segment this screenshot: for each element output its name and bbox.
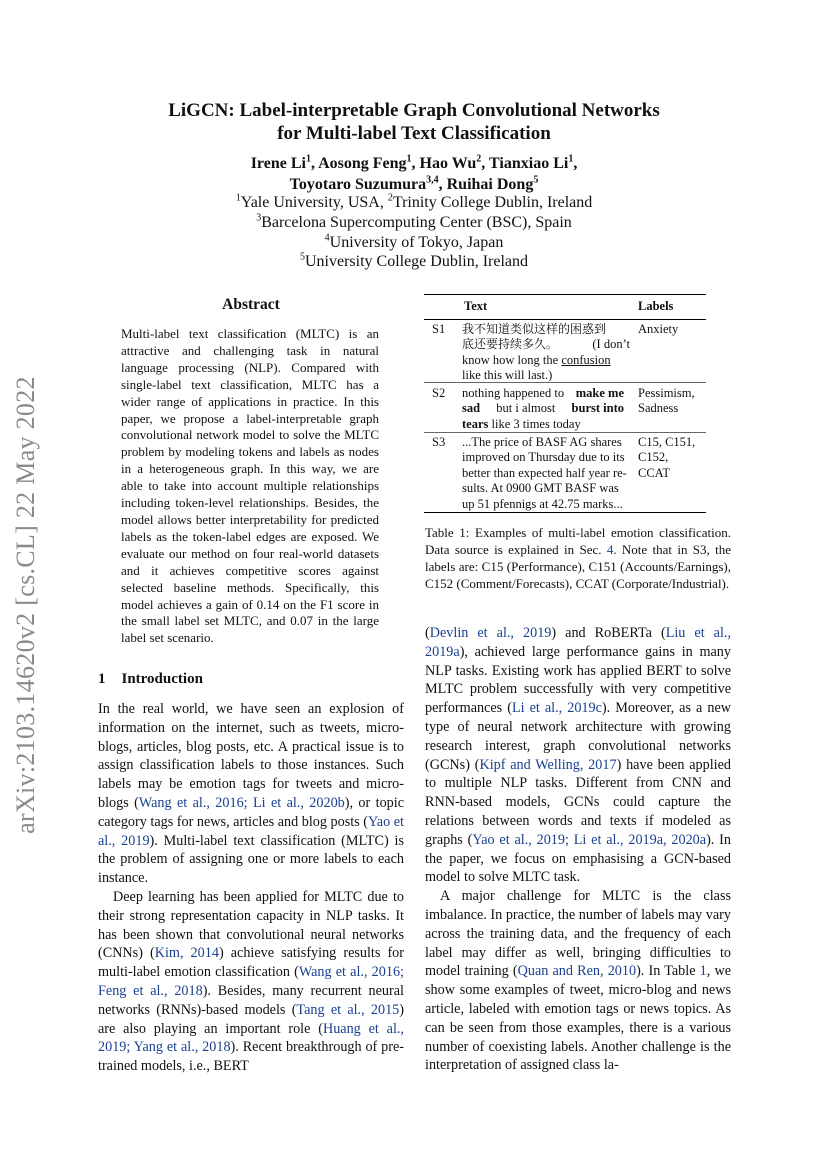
author-affil-mark: 3,4 — [426, 174, 439, 186]
affiliation-line — [0, 252, 828, 272]
text-run: ). In the paper, we focus on emphasising a GCN-based model to solve MLTC task. — [425, 831, 731, 886]
row-labels — [638, 435, 695, 481]
abstract-heading: Abstract — [222, 296, 280, 313]
text-run: 我不知道类似这样的困惑到 — [462, 322, 607, 336]
text-run: confusion — [561, 352, 611, 367]
affil-mark: 3 — [256, 212, 262, 224]
text-run: . Note that in S3, the labels are: C15 (Performance), C151 (Accounts/Earnings), C152 (Comment/Forecasts), CCAT (Corporate/Industrial). — [425, 542, 731, 591]
citation-link[interactable]: Yao et al., 2019 — [98, 813, 404, 849]
text-run: Table 1: Examples of multi-label emotion classification. Data source is explained in Sec. — [425, 525, 731, 557]
author-name: Irene Li — [250, 155, 306, 172]
row-text — [462, 322, 630, 384]
section-number: 1 — [98, 671, 106, 687]
author-line-2: Toyotaro Suzumura$^{3,4}$, Ruihai Dong$^5$ — [289, 174, 539, 193]
paper-title — [0, 99, 828, 145]
citation-link[interactable]: Wang et al., 2016; Li et al., 2020b — [138, 794, 345, 811]
table-bottom-rule — [424, 512, 706, 513]
paragraph — [98, 700, 404, 888]
author-name: Ruihai Dong — [446, 176, 534, 193]
text-line: up 51 pfennigs at 42.75 marks... — [462, 496, 623, 511]
text-run: ), achieved large performance gains in many NLP tasks. Existing work has applied BERT to solve MLTC problem successfully with very competitive performances ( — [425, 643, 731, 717]
table-ref-link[interactable]: 1 — [699, 963, 707, 980]
citation-link[interactable]: Quan and Ren, 2010 — [517, 963, 637, 980]
text-run: burst into — [571, 401, 624, 416]
author-name: Toyotaro Suzumura — [289, 176, 427, 193]
arxiv-stamp — [6, 355, 46, 855]
text-run: sad — [462, 401, 481, 416]
citation-link[interactable]: Kipf and Welling, 2017 — [479, 756, 617, 773]
text-run: ). Multi-label text classification (MLTC) is the problem of assigning one or more labels to each instance. — [98, 832, 404, 887]
row-id: S1 — [432, 322, 446, 336]
label: Sadness — [638, 401, 679, 416]
text-run: A major challenge for MLTC is the class imbalance. In practice, the number of labels may vary across the training data, and the frequency of each label may differ as well, bringing difficulties to model training ( — [425, 888, 731, 980]
table-caption — [425, 524, 731, 592]
text-run: but i almost — [496, 401, 556, 416]
label: C15, C151, — [638, 435, 696, 449]
affiliation-line — [0, 193, 828, 213]
text-line: sults. At 0900 GMT BASF was — [462, 481, 619, 496]
citation-link[interactable]: Huang et al., 2019; Yang et al., 2018 — [98, 1020, 404, 1056]
text-line — [462, 417, 624, 432]
text-line — [462, 353, 630, 368]
citation-link[interactable]: Liu et al., 2019a — [425, 625, 732, 660]
text-run: like 3 times today — [488, 416, 581, 431]
citation-link[interactable]: Li et al., 2019c — [511, 700, 602, 717]
left-column-body — [98, 700, 404, 1076]
row-labels: Anxiety — [638, 322, 679, 336]
row-text — [462, 386, 624, 432]
author-affil-mark: 1 — [305, 153, 311, 165]
text-run: ) and RoBERTa ( — [551, 625, 666, 641]
table-header-labels: Labels — [638, 299, 674, 313]
citation-link[interactable]: Wang et al., 2016; Feng et al., 2018 — [98, 964, 404, 999]
affil-mark: 1 — [235, 192, 241, 204]
author-list — [0, 153, 828, 195]
text-run: ) have been applied to multiple NLP tasks. Different from CNN and RNN-based models, GCNs could capture the relations between words and texts if modeled as graphs ( — [425, 756, 731, 848]
table-header-text: Text — [464, 299, 488, 313]
title-line-1: LiGCN: Label-interpretable Graph Convolutional Networks — [168, 100, 660, 121]
section-ref-link[interactable]: 4 — [606, 542, 614, 557]
text-run: ). In Table — [636, 963, 700, 980]
text-run: Deep learning has been applied for MLTC due to their strong representation capacity in NLP tasks. It has been shown that convolutional neural networks (CNNs) ( — [98, 888, 404, 962]
text-run: ), or topic category tags for news, articles and blog posts ( — [98, 794, 404, 830]
text-line: better than expected half year re- — [462, 465, 627, 480]
table-top-rule — [424, 294, 706, 295]
text-line — [462, 337, 630, 352]
text-run: ). Recent breakthrough of pre-trained models, i.e., BERT — [98, 1039, 404, 1075]
examples-table — [424, 294, 706, 514]
text-run: nothing happened to — [462, 386, 565, 400]
citation-link[interactable]: Kim, 2014 — [154, 945, 219, 962]
row-id: S3 — [432, 435, 446, 449]
affiliations — [0, 193, 828, 272]
affiliation-line — [0, 213, 828, 233]
text-line: ...The price of BASF AG shares — [462, 435, 622, 449]
affiliation: Yale University, USA, — [240, 194, 388, 211]
text-line: improved on Thursday due to its — [462, 450, 625, 465]
table-row-rule — [424, 382, 706, 383]
text-run: tears — [462, 416, 489, 431]
table-row-rule — [424, 432, 706, 433]
author-name: Aosong Feng — [318, 155, 407, 172]
row-labels — [638, 386, 695, 417]
section-heading — [98, 671, 203, 688]
arxiv-stamp-text: arXiv:2103.14620v2 [cs.CL] 22 May 2022 — [11, 376, 40, 834]
row-id: S2 — [432, 386, 446, 400]
text-run: ( — [425, 625, 430, 641]
author-name: Hao Wu — [419, 155, 477, 172]
text-run: like this will last.) — [462, 368, 553, 383]
author-affil-mark: 2 — [476, 153, 482, 165]
label: Pessimism, — [638, 386, 695, 400]
paragraph — [425, 887, 731, 1075]
text-run: ). Besides, many recurrent neural networks (RNNs)-based models ( — [98, 982, 404, 1018]
affil-mark: 5 — [299, 252, 305, 264]
author-line-1: Irene Li$^1$, Aosong Feng$^1$, Hao Wu$^2$, Tianxiao Li$^1$, — [250, 153, 578, 172]
text-run: , we show some examples of tweet, micro-blog and news article, labeled with emotion tags or news topics. As can be seen from those examples, there is a various number of coexisting labels. Another challenge is the interpretation of assigned class la- — [425, 963, 732, 1074]
text-line — [462, 322, 630, 337]
author-affil-mark: 5 — [533, 174, 539, 186]
row-text — [462, 435, 630, 512]
author-affil-mark: 1 — [568, 153, 574, 165]
paragraph — [98, 888, 404, 1076]
text-run: 底还要持续多久。 — [462, 337, 559, 352]
affiliation: University College Dublin, Ireland — [304, 253, 529, 271]
text-run: make me — [575, 386, 624, 400]
abstract-body: Multi-label text classification (MLTC) is an attractive and challenging task in natural language processing (NLP). Compared with single-label text classification, MLTC has a wider range of applications in practice. In this paper, we propose a label-interpretable graph convolutional network model to solve the MLTC problem by modeling tokens and labels as nodes in a heterogeneous graph. In this way, we are able to take into account multiple relationships including token-level relationships. Besides, the model allows better interpretability for predicted labels as the token-label edges are exposed. We evaluate our method on four real-world datasets and it achieves competitive scores against selected baseline methods. Specifically, this model achieves a gain of 0.14 on the F1 score in the small label set MLTC, and 0.07 in the large label set scenario. — [121, 326, 379, 646]
author-affil-mark: 1 — [406, 153, 412, 165]
citation-link[interactable]: Tang et al., 2015 — [296, 1001, 400, 1018]
author-name: Tianxiao Li — [489, 155, 569, 172]
text-run: In the real world, we have seen an explosion of information on the internet, such as tweets, micro-blogs, articles, blog posts, etc. A practical issue is to assign classification labels to those instances. Such labels may be emotion tags for tweets and micro-blogs ( — [98, 701, 404, 811]
table-header-rule — [424, 319, 706, 320]
text-run: ) achieve satisfying results for multi-label emotion classification ( — [98, 945, 404, 981]
right-column-body — [425, 624, 731, 1075]
affiliation: Trinity College Dublin, Ireland — [392, 194, 593, 211]
label: CCAT — [638, 465, 670, 480]
affiliation-line — [0, 233, 828, 253]
text-run: ). Moreover, as a new type of neural network architecture with growing research interest, graph convolutional networks (GCNs) ( — [425, 700, 731, 773]
section-title: Introduction — [121, 671, 203, 687]
citation-link[interactable]: Yao et al., 2019; Li et al., 2019a, 2020a — [472, 831, 707, 848]
affiliation: Barcelona Supercomputing Center (BSC), Spain — [261, 213, 572, 231]
paragraph — [425, 624, 731, 887]
text-run: ) are also playing an important role ( — [98, 1001, 405, 1037]
citation-link[interactable]: Devlin et al., 2019 — [429, 625, 552, 641]
text-line — [462, 386, 624, 401]
affil-mark: 4 — [324, 232, 330, 244]
text-line — [462, 401, 624, 416]
affil-mark: 2 — [387, 192, 393, 204]
text-run: know how long the — [462, 352, 562, 367]
text-run: (I don’t — [592, 337, 630, 352]
label: C152, — [638, 450, 669, 465]
affiliation: University of Tokyo, Japan — [329, 233, 504, 251]
title-line-2: for Multi-label Text Classification — [277, 123, 551, 144]
